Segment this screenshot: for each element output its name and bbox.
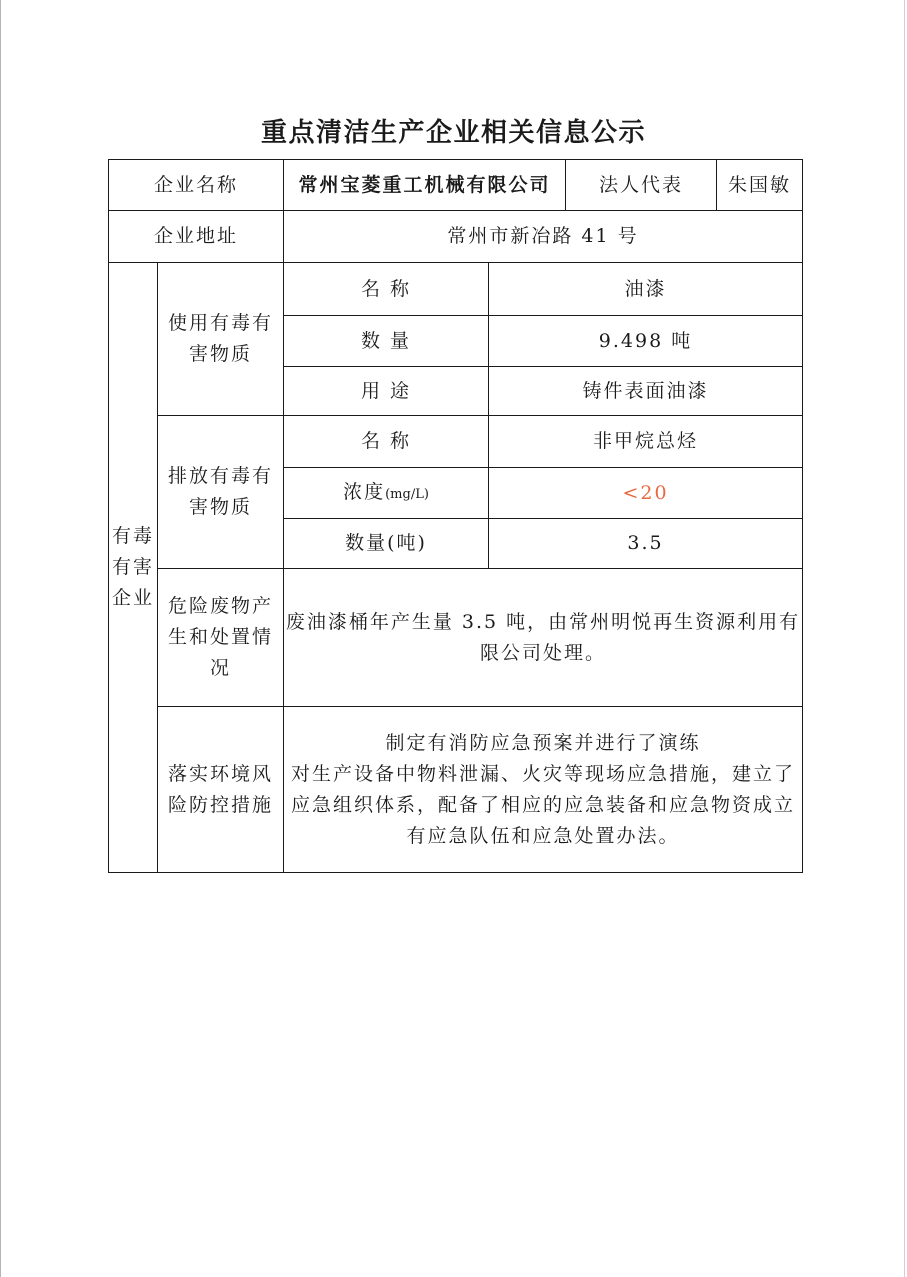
emitted-quantity-value: 3.5 <box>489 519 803 569</box>
hazardous-waste-text-line: 废油漆桶年产生量 3.5 吨，由常州明悦再生资源利用有 <box>285 610 801 633</box>
emitted-substances-label-line: 排放有毒有 <box>168 465 274 487</box>
used-name-label: 名 称 <box>284 263 489 316</box>
emitted-substances-label-line: 害物质 <box>189 496 253 518</box>
risk-control-text-line: 对生产设备中物料泄漏、火灾等现场应急措施，建立了 <box>291 762 796 785</box>
hazardous-waste-text <box>284 569 803 707</box>
hazardous-waste-label-line: 危险废物产 <box>168 595 274 617</box>
legal-rep-value: 朱国敏 <box>717 160 803 211</box>
company-name-row <box>109 160 803 211</box>
used-name-row <box>109 263 803 316</box>
emitted-name-row <box>109 416 803 468</box>
company-name-label: 企业名称 <box>109 160 284 211</box>
toxic-enterprise-label-line: 有毒 <box>111 525 154 547</box>
page-title: 重点清洁生产企业相关信息公示 <box>260 118 646 148</box>
emitted-name-value: 非甲烷总烃 <box>489 416 803 468</box>
hazardous-waste-text-line: 限公司处理。 <box>480 641 607 664</box>
toxic-enterprise-label-line: 有害 <box>111 556 154 578</box>
company-address-label: 企业地址 <box>109 211 284 263</box>
used-quantity-label: 数 量 <box>284 316 489 367</box>
used-substances-label-line: 害物质 <box>189 343 253 365</box>
hazardous-waste-label-line: 生和处置情 <box>168 626 274 648</box>
used-purpose-value: 铸件表面油漆 <box>489 367 803 416</box>
legal-rep-label: 法人代表 <box>566 160 717 211</box>
used-substances-label-line: 使用有毒有 <box>168 312 274 334</box>
emitted-substances-label <box>158 416 284 569</box>
info-table <box>108 159 803 873</box>
hazardous-waste-label <box>158 569 284 707</box>
concentration-value: <20 <box>489 468 803 519</box>
risk-control-row <box>109 707 803 873</box>
company-address-value: 常州市新冶路 41 号 <box>284 211 803 263</box>
hazardous-waste-label-line: 况 <box>210 657 232 679</box>
risk-control-text-line: 制定有消防应急预案并进行了演练 <box>385 731 701 754</box>
used-name-value: 油漆 <box>489 263 803 316</box>
concentration-unit: (mg/L) <box>385 486 429 502</box>
risk-control-text-line: 应急组织体系，配备了相应的应急装备和应急物资成立 <box>291 793 796 816</box>
risk-control-text <box>284 707 803 873</box>
used-quantity-value: 9.498 吨 <box>489 316 803 367</box>
used-purpose-label: 用 途 <box>284 367 489 416</box>
company-name-value: 常州宝菱重工机械有限公司 <box>284 160 566 211</box>
risk-control-label <box>158 707 284 873</box>
concentration-label: 浓度 <box>343 480 386 503</box>
risk-control-text-line: 有应急队伍和应急处置办法。 <box>406 824 680 847</box>
page-edge-left <box>0 0 1 1277</box>
page-edge-right <box>904 0 905 1277</box>
company-address-row <box>109 211 803 263</box>
risk-control-label-line: 险防控措施 <box>168 793 274 816</box>
toxic-enterprise-label-line: 企业 <box>111 587 154 609</box>
used-substances-label <box>158 263 284 416</box>
risk-control-label-line: 落实环境风 <box>168 762 274 785</box>
emitted-quantity-label: 数量(吨) <box>284 519 489 569</box>
emitted-name-label: 名 称 <box>284 416 489 468</box>
concentration-label-cell <box>284 468 489 519</box>
hazardous-waste-row <box>109 569 803 707</box>
toxic-enterprise-label <box>109 263 158 873</box>
